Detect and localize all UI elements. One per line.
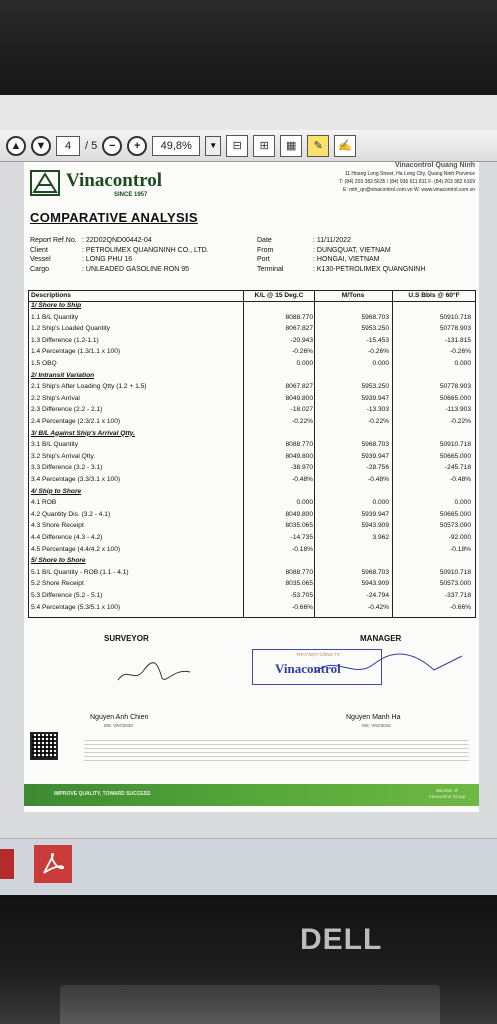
letterhead xyxy=(24,162,479,202)
company-address xyxy=(265,162,475,194)
mtons-cell: -0.22% xyxy=(368,418,389,425)
address-line: E: mth_qn@vinacontrol.com.vn W: www.vinacontrol.com.vn xyxy=(343,187,475,193)
description-cell: 1.4 Percentage (1.3/1.1 x 100) xyxy=(31,348,121,356)
table-row xyxy=(29,499,475,508)
zoom-out-icon[interactable]: − xyxy=(102,136,122,156)
fit-width-icon[interactable]: ⊟ xyxy=(226,135,248,157)
member-line: Vinacontrol Group xyxy=(428,794,465,799)
mtons-cell: -28.756 xyxy=(366,464,389,472)
meta-value: : HONGAI, VIETNAM xyxy=(313,256,380,263)
description-cell: 4/ Ship to Shore xyxy=(31,487,82,495)
table-row xyxy=(29,325,475,334)
meta-label: Port xyxy=(257,256,270,263)
fit-page-icon[interactable]: ⊞ xyxy=(253,135,275,157)
table-row xyxy=(29,580,475,589)
meta-label: Vessel xyxy=(30,256,51,263)
prev-page-icon[interactable]: ▲ xyxy=(6,136,26,156)
zoom-in-icon[interactable]: + xyxy=(127,136,147,156)
description-cell: 5/ Shore to Shore xyxy=(31,557,86,565)
bbls-cell: -0.26% xyxy=(450,348,471,356)
bbls-cell: -0.48% xyxy=(450,476,471,483)
mtons-cell: 5939.947 xyxy=(361,510,389,518)
meta-label: Cargo xyxy=(30,265,50,273)
bbls-cell: 50665.000 xyxy=(439,452,471,460)
kl-cell: 8088.770 xyxy=(285,313,313,321)
column-header: K/L @ 15 Deg.C xyxy=(254,292,304,299)
manager-label: MANAGER xyxy=(360,634,402,643)
mtons-cell: 0.000 xyxy=(372,499,389,507)
kl-cell: 8035.065 xyxy=(285,580,313,588)
kl-cell: 0.000 xyxy=(296,499,313,507)
manager-id: MS: VNC0016 xyxy=(362,723,391,728)
table-row xyxy=(29,511,475,520)
table-row xyxy=(29,383,475,392)
table-row xyxy=(29,406,475,415)
bbls-cell: 50573.000 xyxy=(439,522,471,530)
monitor-brand: DELL xyxy=(300,923,383,956)
bbls-cell: -92.000 xyxy=(448,534,471,541)
zoom-dropdown-icon[interactable]: ▼ xyxy=(205,136,221,156)
description-cell: 2.2 Ship's Arrival xyxy=(31,394,80,402)
description-cell: 4.3 Shore Receipt xyxy=(31,522,84,530)
meta-value: : PETROLIMEX QUANGNINH CO., LTD. xyxy=(82,246,209,254)
description-cell: 2.4 Percentage (2.3/2.1 x 100) xyxy=(31,418,121,425)
table-section-row xyxy=(29,430,475,439)
surveyor-label: SURVEYOR xyxy=(104,634,149,643)
kl-cell: -53.705 xyxy=(290,592,313,599)
meta-label: Terminal xyxy=(257,265,284,273)
page-view-icon[interactable]: ▦ xyxy=(280,135,302,157)
kl-cell: 8067.827 xyxy=(285,383,313,391)
pdf-toolbar xyxy=(0,130,497,162)
sign-icon[interactable]: ✍ xyxy=(334,135,356,157)
kl-cell: 8049.800 xyxy=(285,510,313,518)
bbls-cell: 50910.718 xyxy=(439,313,471,321)
description-cell: 4.1 ROB xyxy=(31,499,57,507)
comment-icon[interactable]: ✎ xyxy=(307,135,329,157)
bbls-cell: 0.000 xyxy=(454,499,471,507)
column-header: U.S Bbls @ 60°F xyxy=(408,292,460,299)
kl-cell: -0.22% xyxy=(292,418,313,425)
document-title: COMPARATIVE ANALYSIS xyxy=(30,210,198,225)
bbls-cell: -131.815 xyxy=(444,336,471,344)
mtons-cell: -0.42% xyxy=(368,603,389,611)
table-row xyxy=(29,546,475,555)
taskbar xyxy=(0,838,497,895)
report-meta xyxy=(30,236,475,274)
taskbar-app-icon[interactable] xyxy=(0,849,14,879)
footer-slogan: IMPROVE QUALITY, TOWARD SUCCESS xyxy=(54,791,151,797)
description-cell: 3/ B/L Against Ship's Arrival Qtty. xyxy=(31,429,136,437)
bbls-cell: -337.718 xyxy=(444,592,471,599)
bbls-cell: -245.718 xyxy=(444,464,471,472)
meta-label: Report Ref.No. xyxy=(30,237,77,244)
kl-cell: 8088.770 xyxy=(285,441,313,449)
screen xyxy=(0,95,497,895)
mtons-cell: 5968.703 xyxy=(361,441,389,449)
mtons-cell: 5968.703 xyxy=(361,313,389,321)
kl-cell: 0.000 xyxy=(296,360,313,367)
column-header: Descriptions xyxy=(31,292,71,299)
bbls-cell: 50778.903 xyxy=(439,325,471,333)
kl-cell: -18.027 xyxy=(290,406,313,414)
table-row xyxy=(29,418,475,427)
table-section-row xyxy=(29,302,475,311)
monitor-bottom-bezel xyxy=(0,895,497,1024)
table-row xyxy=(29,476,475,485)
table-row xyxy=(29,522,475,531)
mtons-cell: 0.000 xyxy=(372,360,389,367)
column-header: M/Tons xyxy=(341,292,365,299)
description-cell: 3.1 B/L Quantity xyxy=(31,441,79,449)
table-section-row xyxy=(29,557,475,566)
description-cell: 1/ Shore to Ship xyxy=(31,302,82,309)
table-row xyxy=(29,348,475,357)
table-header xyxy=(29,291,475,302)
acrobat-logo-icon xyxy=(40,851,66,877)
kl-cell: -0.18% xyxy=(292,545,313,553)
mtons-cell: 5939.947 xyxy=(361,394,389,402)
bbls-cell: 50778.903 xyxy=(439,383,471,391)
footer-member xyxy=(429,788,465,800)
address-line: T: (84) 203 382 5635 / (84) 936 611 811 F: (84) 203 382 6169 xyxy=(339,179,475,185)
mtons-cell: -13.303 xyxy=(366,406,389,414)
mtons-cell: -15.453 xyxy=(366,336,389,344)
brand-since: SINCE 1957 xyxy=(114,192,148,198)
zoom-input[interactable]: 49,8% xyxy=(152,136,200,156)
fine-print xyxy=(84,740,469,764)
monitor-stand xyxy=(60,985,440,1024)
bbls-cell: 0.000 xyxy=(454,360,471,367)
bbls-cell: 50665.000 xyxy=(439,394,471,402)
signature-block xyxy=(24,622,479,742)
description-cell: 4.4 Difference (4.3 - 4.2) xyxy=(31,534,103,541)
table-row xyxy=(29,569,475,578)
pdf-reader-icon[interactable] xyxy=(34,845,72,883)
table-row xyxy=(29,464,475,473)
surveyor-id: MS: VNC0030 xyxy=(104,723,133,728)
mtons-cell: 5943.909 xyxy=(361,580,389,588)
meta-label: From xyxy=(257,246,274,254)
meta-value: : DUNGQUAT, VIETNAM xyxy=(313,246,391,254)
mtons-cell: 5943.909 xyxy=(361,522,389,530)
kl-cell: -38.970 xyxy=(290,464,313,472)
surveyor-signature xyxy=(114,660,194,686)
footer-bar xyxy=(24,784,479,806)
description-cell: 3.3 Difference (3.2 - 3.1) xyxy=(31,464,103,472)
description-cell: 5.1 B/L Quantity - ROB (1.1 - 4.1) xyxy=(31,568,129,576)
vinacontrol-logo-icon xyxy=(30,170,60,196)
table-row xyxy=(29,314,475,323)
kl-cell: -20.943 xyxy=(290,336,313,344)
bbls-cell: 50665.000 xyxy=(439,510,471,518)
description-cell: 3.4 Percentage (3.3/3.1 x 100) xyxy=(31,476,121,483)
monitor-top-bezel xyxy=(0,0,497,95)
pdf-page xyxy=(24,162,479,812)
description-cell: 4.5 Percentage (4.4/4.2 x 100) xyxy=(31,545,121,553)
window-chrome xyxy=(0,95,497,130)
kl-cell: 8049.800 xyxy=(285,394,313,402)
description-cell: 2.1 Ship's After Loading Qtty (1.2 + 1.5) xyxy=(31,383,147,391)
member-line: Member of xyxy=(436,788,458,793)
description-cell: 1.3 Difference (1.2-1.1) xyxy=(31,336,99,344)
meta-label: Date xyxy=(257,237,272,244)
description-cell: 2/ Intransit Variation xyxy=(31,371,95,379)
description-cell: 5.2 Shore Receipt xyxy=(31,580,84,588)
kl-cell: -0.66% xyxy=(292,603,313,611)
mtons-cell: -0.26% xyxy=(368,348,389,356)
bbls-cell: 50573.000 xyxy=(439,580,471,588)
bbls-cell: -113.903 xyxy=(445,406,471,414)
kl-cell: 8067.827 xyxy=(285,325,313,333)
kl-cell: 8088.770 xyxy=(285,568,313,576)
manager-name: Nguyen Manh Ha xyxy=(346,714,401,721)
kl-cell: -14.735 xyxy=(290,534,313,541)
mtons-cell: -0.48% xyxy=(368,476,389,483)
table-row xyxy=(29,337,475,346)
description-cell: 1.2 Ship's Loaded Quantity xyxy=(31,325,110,333)
mtons-cell: 5953.250 xyxy=(361,383,389,391)
page-number-input[interactable]: 4 xyxy=(56,136,80,156)
table-row xyxy=(29,604,475,613)
next-page-icon[interactable]: ▼ xyxy=(31,136,51,156)
description-cell: 5.4 Percentage (5.3/5.1 x 100) xyxy=(31,603,121,611)
brand-name: Vinacontrol xyxy=(66,170,163,191)
manager-signature xyxy=(314,650,464,684)
description-cell: 2.3 Difference (2.2 - 2.1) xyxy=(31,406,103,414)
meta-value: : K130-PETROLIMEX QUANGNINH xyxy=(313,265,426,273)
mtons-cell: 5953.250 xyxy=(361,325,389,333)
description-cell: 4.2 Quantity Dis. (3.2 - 4.1) xyxy=(31,510,111,518)
table-section-row xyxy=(29,372,475,381)
bbls-cell: -0.18% xyxy=(450,545,471,553)
bbls-cell: -0.66% xyxy=(450,603,471,611)
table-row xyxy=(29,360,475,369)
table-row xyxy=(29,453,475,462)
mtons-cell: 5968.703 xyxy=(361,568,389,576)
kl-cell: 8049.800 xyxy=(285,452,313,460)
table-row xyxy=(29,441,475,450)
kl-cell: -0.26% xyxy=(292,348,313,356)
meta-value: : LONG PHU 16 xyxy=(82,256,133,263)
description-cell: 3.2 Ship's Arrival Qtty. xyxy=(31,452,96,460)
bbls-cell: -0.22% xyxy=(450,418,471,425)
meta-value: : 11/11/2022 xyxy=(313,237,351,244)
qr-code xyxy=(30,732,58,760)
address-line: 11 Hoang Long Street, Ha Long City, Quang Ninh Province xyxy=(344,171,475,177)
table-row xyxy=(29,592,475,601)
table-row xyxy=(29,395,475,404)
description-cell: 5.3 Difference (5.2 - 5.1) xyxy=(31,592,103,599)
kl-cell: -0.48% xyxy=(292,476,313,483)
meta-label: Client xyxy=(30,246,48,254)
table-row xyxy=(29,534,475,543)
page-total: / 5 xyxy=(85,139,98,152)
surveyor-name: Nguyen Anh Chien xyxy=(90,714,149,721)
mtons-cell: 3.962 xyxy=(372,534,389,541)
table-section-row xyxy=(29,488,475,497)
meta-value: : 22D02QND00442-04 xyxy=(82,237,152,244)
stamp-caption: THAY MẶT CÔNG TY xyxy=(296,652,340,657)
mtons-cell: 5939.947 xyxy=(361,452,389,460)
address-title: Vinacontrol Quang Ninh xyxy=(395,162,475,169)
description-cell: 1.5 OBQ xyxy=(31,360,57,367)
description-cell: 1.1 B/L Quantity xyxy=(31,313,79,321)
bbls-cell: 50910.718 xyxy=(439,441,471,449)
meta-value: : UNLEADED GASOLINE RON 95 xyxy=(82,265,189,273)
bbls-cell: 50910.718 xyxy=(439,568,471,576)
comparison-table xyxy=(28,290,476,618)
kl-cell: 8035.065 xyxy=(285,522,313,530)
mtons-cell: -24.794 xyxy=(366,592,389,599)
stamp-brand: Vinacontrol xyxy=(275,661,341,676)
